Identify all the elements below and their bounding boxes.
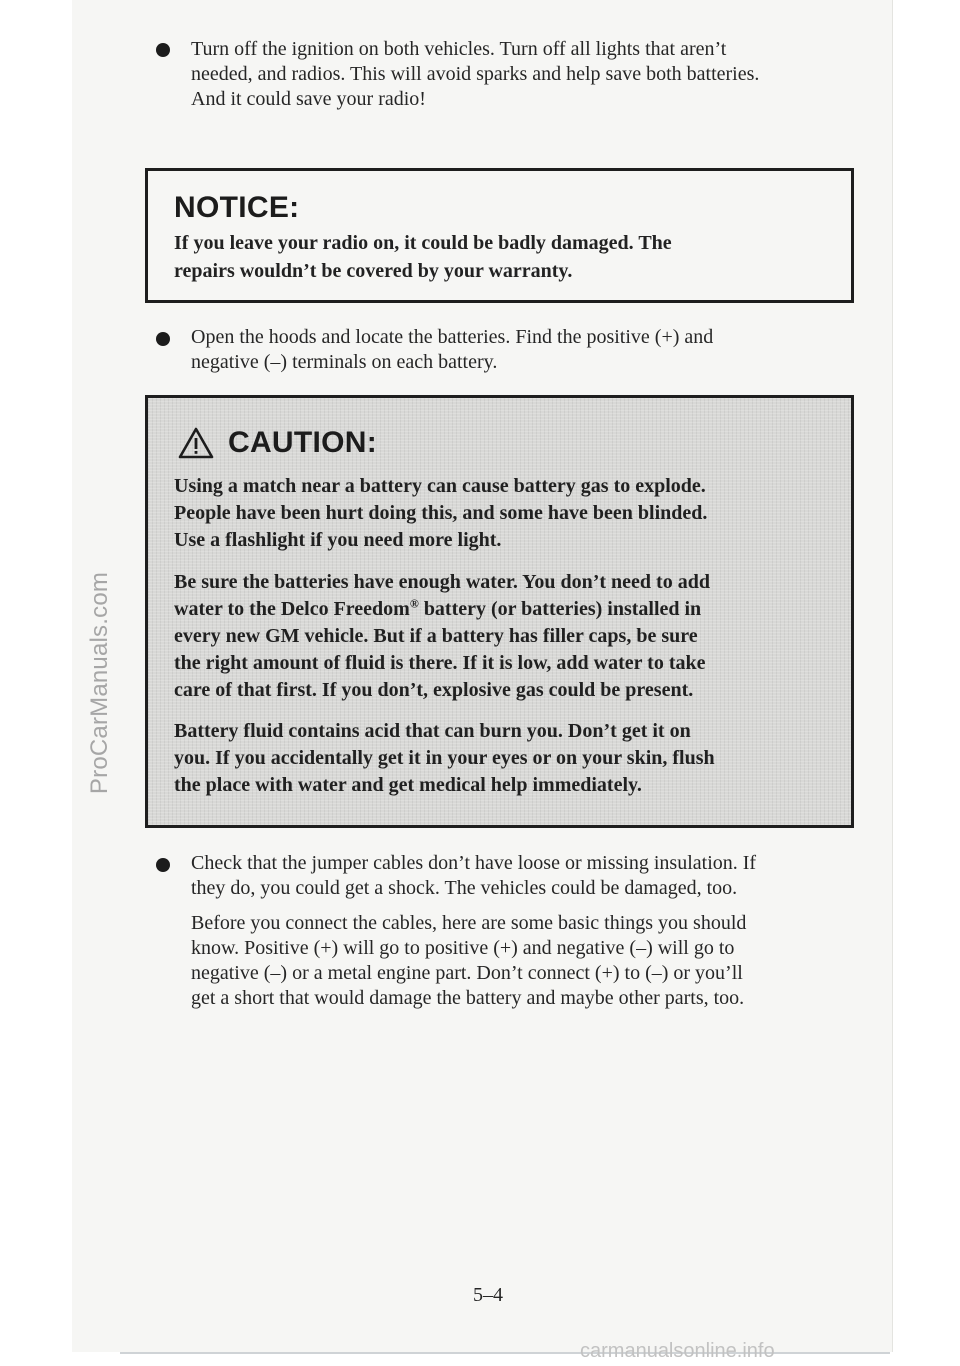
- caution-title: CAUTION:: [228, 426, 378, 459]
- caution-line-part: water to the Delco Freedom: [174, 598, 410, 620]
- bullet-text-cables: [191, 851, 851, 901]
- bottom-watermark: carmanualsonline.info: [580, 1340, 775, 1362]
- text-line: get a short that would damage the battery and maybe other parts, too.: [191, 987, 745, 1009]
- caution-box: [145, 395, 854, 828]
- bullet-icon: [156, 43, 170, 57]
- text-line: Turn off the ignition on both vehicles. Turn off all lights that aren’t: [191, 38, 727, 60]
- notice-box: [145, 168, 854, 303]
- caution-line: every new GM vehicle. But if a battery has filler caps, be sure: [174, 625, 698, 647]
- bullet-text-hoods: [191, 325, 851, 375]
- caution-line: People have been hurt doing this, and some have been blinded.: [174, 502, 708, 524]
- caution-line: Be sure the batteries have enough water. You don’t need to add: [174, 571, 710, 593]
- bullet-icon: [156, 858, 170, 872]
- text-line: Open the hoods and locate the batteries. Find the positive (+) and: [191, 326, 714, 348]
- registered-mark: ®: [409, 596, 419, 611]
- caution-line: care of that first. If you don’t, explosive gas could be present.: [174, 679, 694, 701]
- caution-header: [178, 426, 377, 460]
- bullet-text-ignition: [191, 37, 851, 112]
- text-line: they do, you could get a shock. The vehicles could be damaged, too.: [191, 877, 738, 899]
- caution-paragraph-match: [174, 473, 834, 554]
- text-line: negative (–) terminals on each battery.: [191, 351, 498, 373]
- notice-line: If you leave your radio on, it could be badly damaged. The: [174, 232, 672, 254]
- body-paragraph-basics: [191, 911, 851, 1011]
- bullet-icon: [156, 332, 170, 346]
- caution-line: the right amount of fluid is there. If it is low, add water to take: [174, 652, 706, 674]
- text-line: Check that the jumper cables don’t have loose or missing insulation. If: [191, 852, 757, 874]
- caution-line: the place with water and get medical help immediately.: [174, 774, 642, 796]
- caution-paragraph-water: [174, 569, 834, 704]
- text-line: And it could save your radio!: [191, 88, 426, 110]
- notice-line: repairs wouldn’t be covered by your warranty.: [174, 260, 573, 282]
- caution-line: Battery fluid contains acid that can burn you. Don’t get it on: [174, 720, 691, 742]
- warning-triangle-icon: [178, 427, 214, 459]
- text-line: negative (–) or a metal engine part. Don’t connect (+) to (–) or you’ll: [191, 962, 743, 984]
- caution-line-part: battery (or batteries) installed in: [418, 598, 702, 620]
- caution-line: Using a match near a battery can cause battery gas to explode.: [174, 475, 706, 497]
- caution-line: [174, 596, 834, 623]
- caution-paragraph-acid: [174, 718, 834, 799]
- text-line: know. Positive (+) will go to positive (+) and negative (–) will go to: [191, 937, 735, 959]
- page-number: 5–4: [473, 1284, 503, 1306]
- text-line: needed, and radios. This will avoid sparks and help save both batteries.: [191, 63, 760, 85]
- caution-line: Use a flashlight if you need more light.: [174, 529, 502, 551]
- caution-line: you. If you accidentally get it in your eyes or on your skin, flush: [174, 747, 715, 769]
- notice-title: NOTICE:: [174, 191, 300, 224]
- side-watermark: ProCarManuals.com: [86, 571, 113, 795]
- text-line: Before you connect the cables, here are some basic things you should: [191, 912, 747, 934]
- notice-text: [174, 229, 814, 285]
